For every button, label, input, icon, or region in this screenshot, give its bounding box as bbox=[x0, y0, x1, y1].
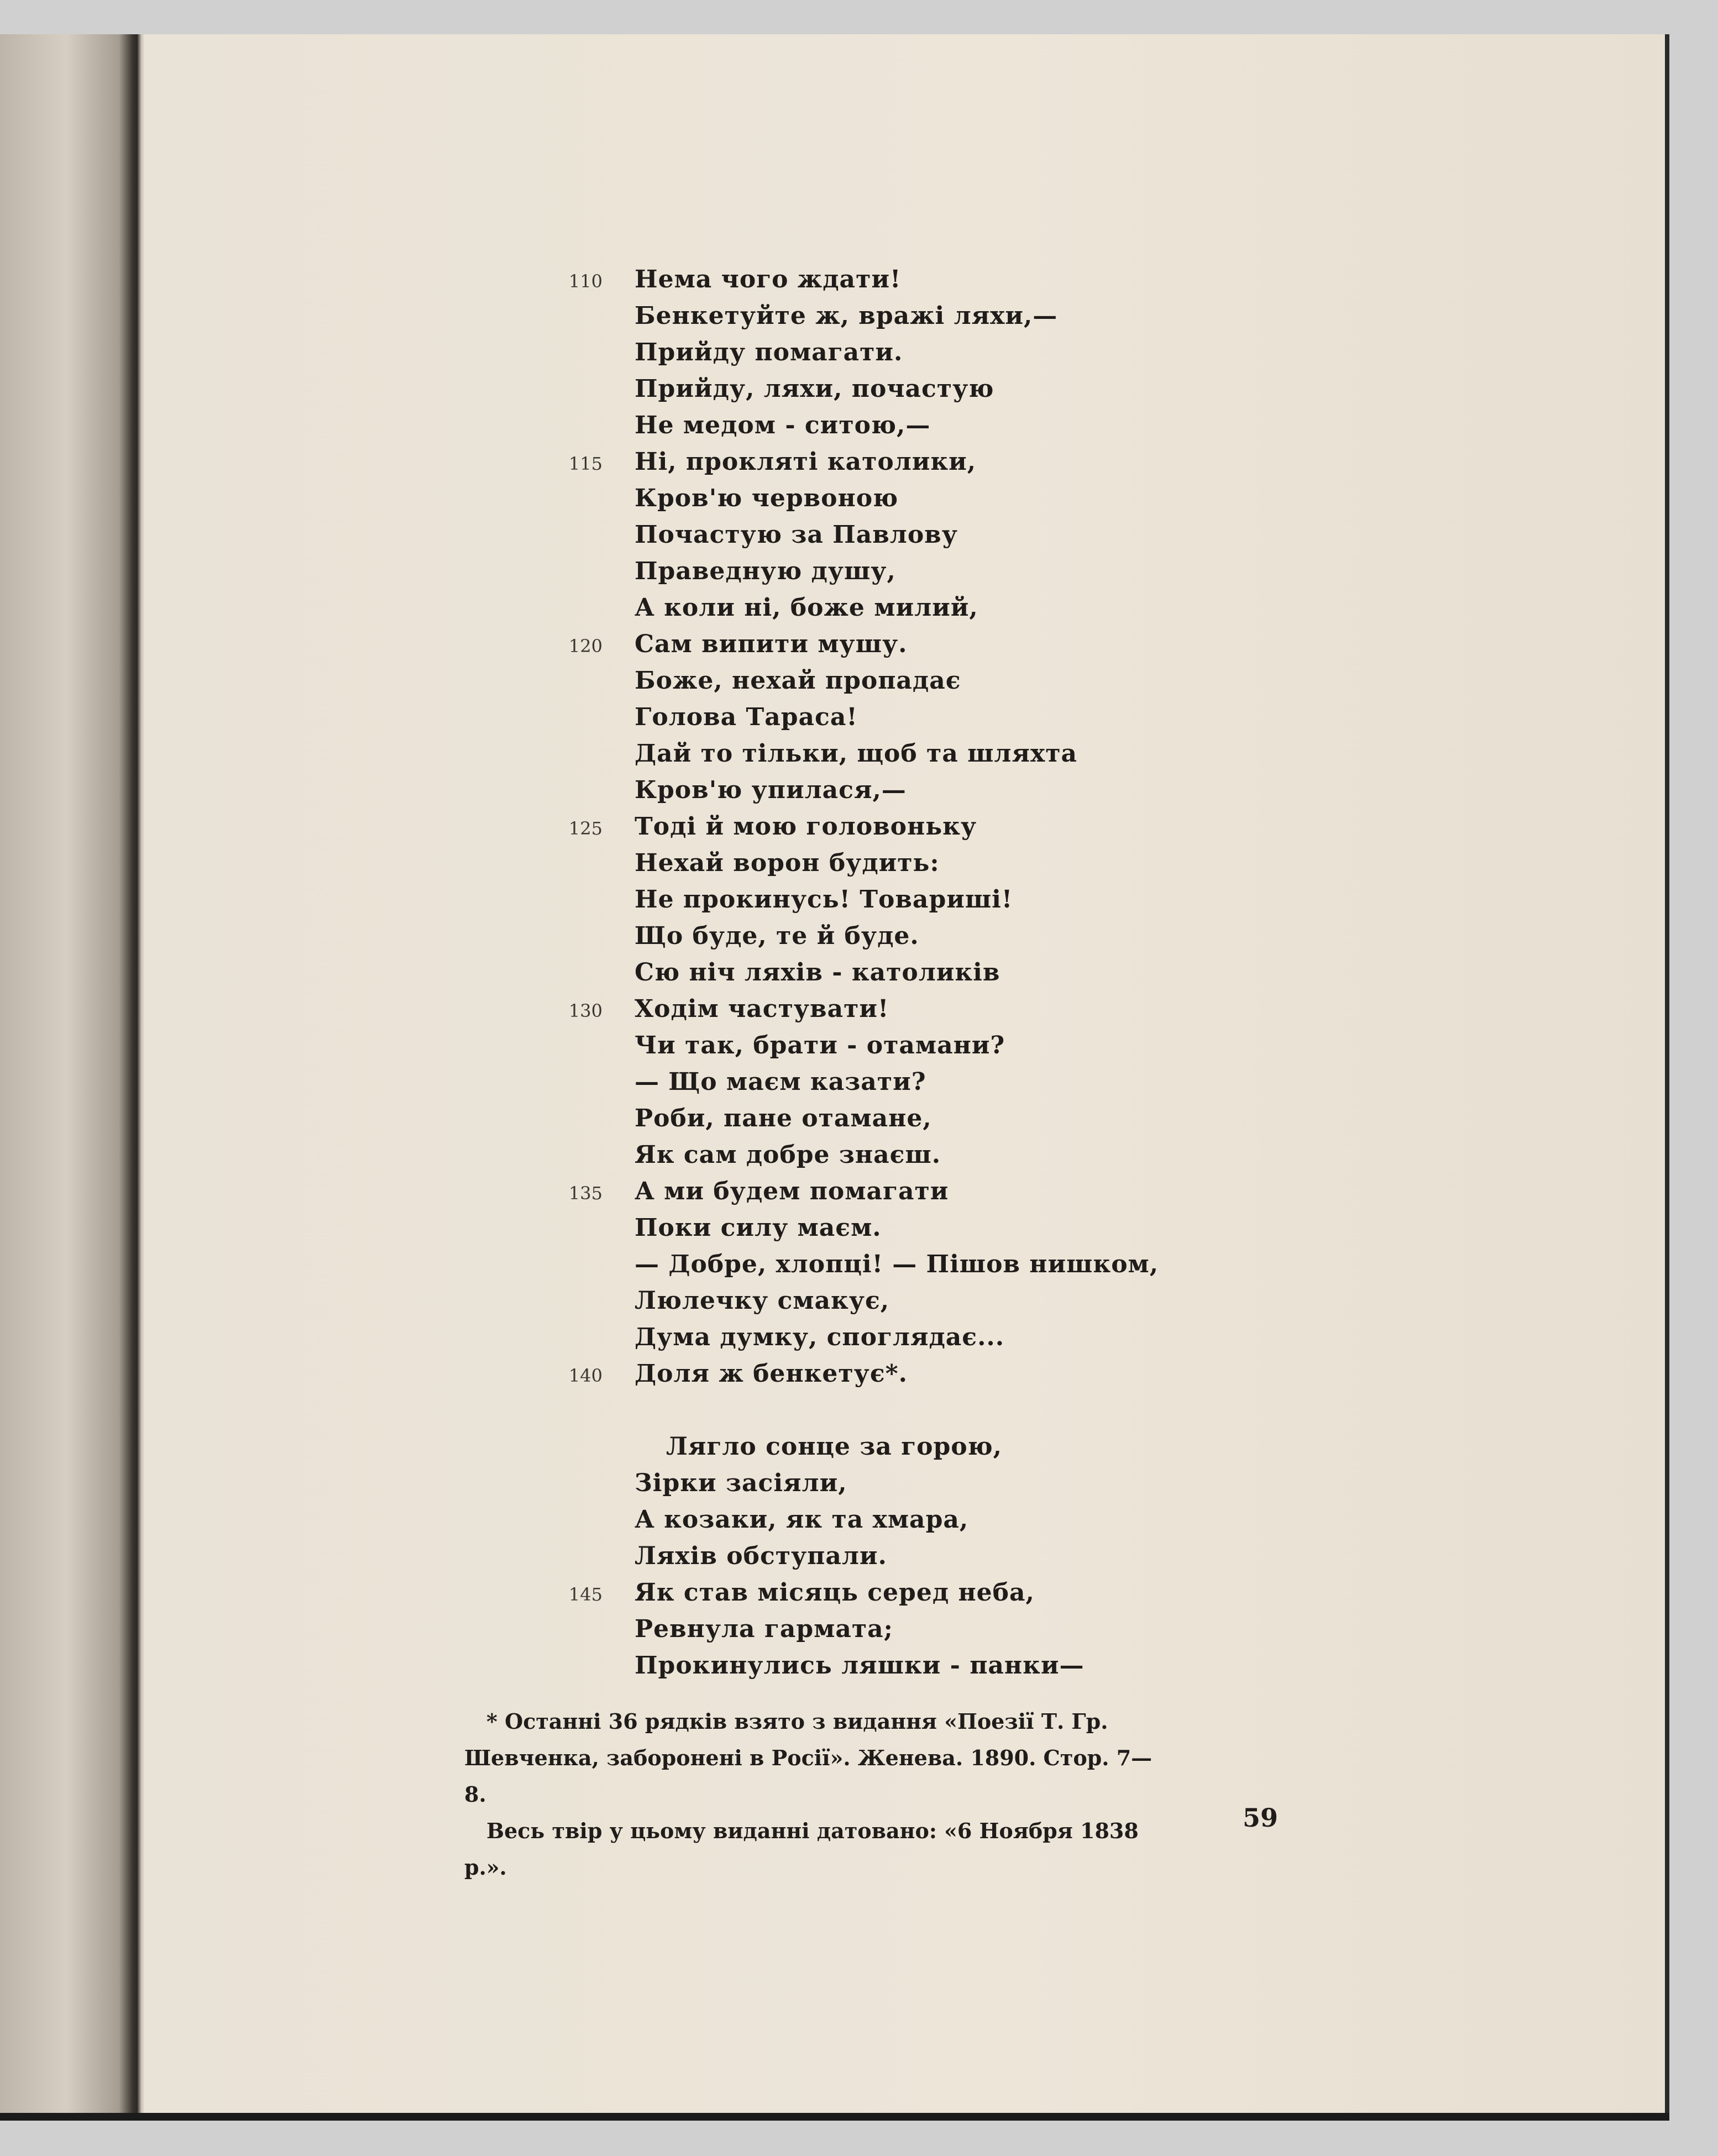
line-text: Нехай ворон будить: bbox=[635, 849, 940, 877]
line-number: 140 bbox=[568, 1365, 603, 1386]
line-text: Сю ніч ляхів - католиків bbox=[635, 958, 1001, 987]
line-text: Дай то тільки, щоб та шляхта bbox=[635, 739, 1077, 768]
line-text: Тоді й мою головоньку bbox=[635, 812, 977, 841]
line-text: Ревнула гармата; bbox=[635, 1615, 893, 1643]
footnote-line-2: Весь твір у цьому виданні датовано: «6 Ноября 1838 р.». bbox=[464, 1818, 1139, 1880]
line-text: Почастую за Павлову bbox=[635, 521, 958, 549]
line-number: 120 bbox=[568, 636, 603, 657]
line-text: Як сам добре знаєш. bbox=[635, 1141, 941, 1169]
line-text: Зірки засіяли, bbox=[635, 1469, 847, 1497]
line-number: 130 bbox=[568, 1000, 603, 1021]
line-text: Ляхів обступали. bbox=[635, 1542, 887, 1570]
line-number: 125 bbox=[568, 818, 603, 839]
line-text: Роби, пане отамане, bbox=[635, 1104, 932, 1132]
line-number: 145 bbox=[568, 1584, 603, 1605]
line-text: Прокинулись ляшки - панки— bbox=[635, 1651, 1085, 1680]
line-text: А коли ні, боже милий, bbox=[635, 594, 978, 622]
line-text: Кров'ю упилася,— bbox=[635, 776, 907, 804]
line-text: Як став місяць серед неба, bbox=[635, 1578, 1035, 1607]
line-text: — Що маєм казати? bbox=[635, 1068, 926, 1096]
line-number: 135 bbox=[568, 1183, 603, 1204]
page-number: 59 bbox=[1243, 1803, 1279, 1833]
line-text: Ходім частувати! bbox=[635, 995, 889, 1023]
line-text: Люлечку смакує, bbox=[635, 1287, 890, 1315]
line-text: Ні, прокляті католики, bbox=[635, 448, 977, 476]
line-text: Нема чого ждати! bbox=[635, 265, 902, 293]
footnote bbox=[464, 1703, 1161, 1886]
line-text: Кров'ю червоною bbox=[635, 484, 899, 512]
line-text: А ми будем помагати bbox=[635, 1177, 949, 1205]
line-text: Не медом - ситою,— bbox=[635, 411, 931, 439]
line-text: Прийду помагати. bbox=[635, 338, 903, 366]
line-text: — Добре, хлопці! — Пішов нишком, bbox=[635, 1250, 1159, 1278]
book-spine bbox=[0, 34, 144, 2121]
line-number: 115 bbox=[568, 453, 603, 474]
line-text: Що буде, те й буде. bbox=[635, 922, 919, 950]
line-text: Доля ж бенкетує*. bbox=[635, 1360, 908, 1388]
line-text: Голова Тараса! bbox=[635, 703, 858, 731]
line-text: Боже, нехай пропадає bbox=[635, 667, 961, 695]
line-text: Чи так, брати - отамани? bbox=[635, 1031, 1005, 1059]
line-text: Праведную душу, bbox=[635, 557, 896, 585]
line-text: Бенкетуйте ж, вражі ляхи,— bbox=[635, 302, 1058, 330]
line-text: Прийду, ляхи, почастую bbox=[635, 375, 994, 403]
footnote-line-1: * Останні 36 рядків взято з видання «Поезії Т. Гр. Шевченка, заборонені в Росії». Женева. 1890. Стор. 7—8. bbox=[464, 1709, 1153, 1807]
line-text: Поки силу маєм. bbox=[635, 1214, 882, 1242]
line-number: 110 bbox=[568, 271, 603, 292]
scanned-page bbox=[0, 34, 1669, 2121]
line-text: Сам випити мушу. bbox=[635, 630, 908, 658]
page-bottom-edge bbox=[0, 2113, 1669, 2121]
line-text: А козаки, як та хмара, bbox=[635, 1505, 969, 1534]
line-text: Не прокинусь! Товариші! bbox=[635, 885, 1013, 914]
line-text: Лягло сонце за горою, bbox=[666, 1433, 1002, 1461]
line-text: Дума думку, споглядає... bbox=[635, 1323, 1005, 1351]
